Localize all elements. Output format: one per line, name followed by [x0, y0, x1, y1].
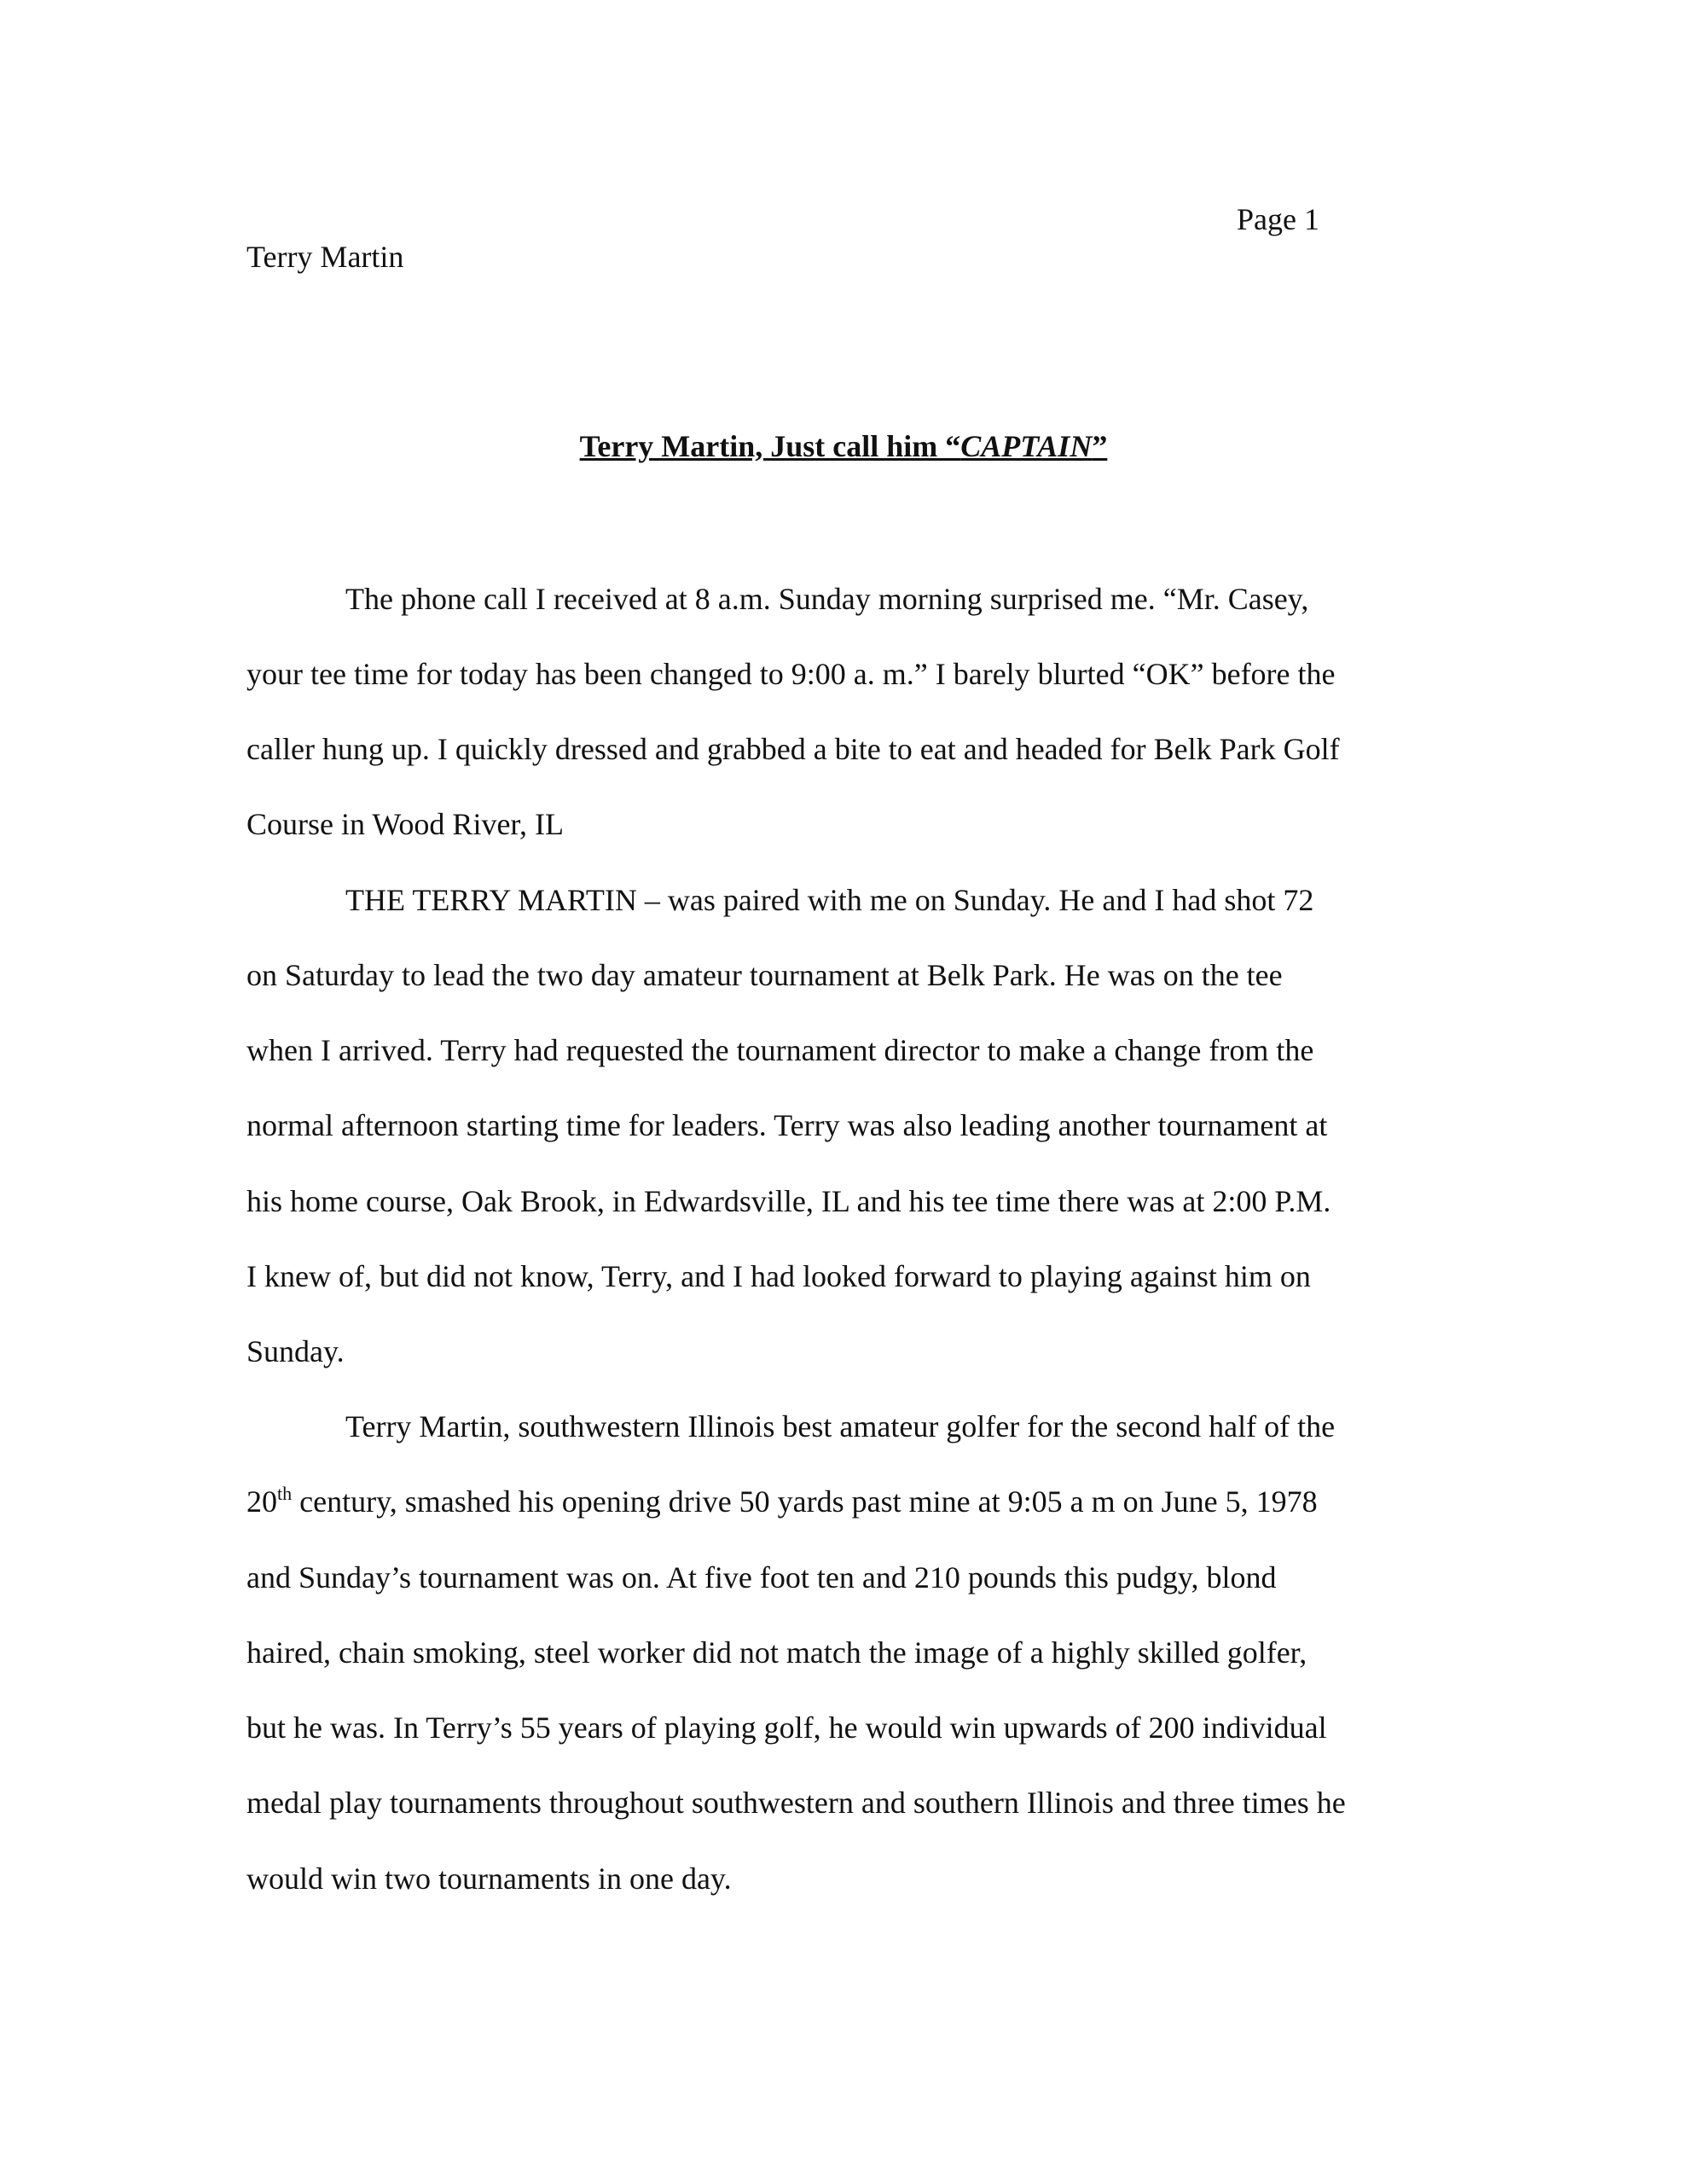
author-name: Terry Martin	[246, 240, 404, 274]
body-line: caller hung up. I quickly dressed and grabbed a bite to eat and headed for Belk Park Golf	[246, 732, 1340, 766]
body-line: medal play tournaments throughout southwestern and southern Illinois and three times he	[246, 1786, 1346, 1820]
document-title	[0, 425, 1687, 468]
body-line-century	[246, 1480, 1318, 1523]
body-line: on Saturday to lead the two day amateur tournament at Belk Park. He was on the tee	[246, 958, 1283, 992]
body-line: when I arrived. Terry had requested the tournament director to make a change from the	[246, 1033, 1314, 1067]
title-close-quote: ”	[1092, 429, 1108, 463]
body-line: your tee time for today has been changed to 9:00 a. m.” I barely blurted “OK” before the	[246, 657, 1336, 691]
title-emphasis: CAPTAIN	[960, 429, 1093, 463]
title-main: Terry Martin, Just call him “	[579, 429, 961, 463]
body-line: I knew of, but did not know, Terry, and I had looked forward to playing against him on	[246, 1259, 1311, 1293]
body-line: would win two tournaments in one day.	[246, 1862, 732, 1896]
century-superscript: th	[277, 1483, 293, 1504]
body-line: normal afternoon starting time for leaders. Terry was also leading another tournament at	[246, 1108, 1328, 1142]
body-line: haired, chain smoking, steel worker did not match the image of a highly skilled golfer,	[246, 1635, 1307, 1670]
body-line: Terry Martin, southwestern Illinois best amateur golfer for the second half of the	[345, 1409, 1336, 1443]
page-number: Page 1	[1237, 202, 1319, 236]
body-line: THE TERRY MARTIN – was paired with me on Sunday. He and I had shot 72	[345, 883, 1314, 917]
body-line: and Sunday’s tournament was on. At five foot ten and 210 pounds this pudgy, blond	[246, 1560, 1277, 1594]
century-number: 20	[246, 1484, 277, 1519]
body-line: his home course, Oak Brook, in Edwardsville, IL and his tee time there was at 2:00 P.M.	[246, 1184, 1331, 1218]
body-line: The phone call I received at 8 a.m. Sunday morning surprised me. “Mr. Casey,	[345, 582, 1309, 616]
century-rest: century, smashed his opening drive 50 yards past mine at 9:05 a m on June 5, 1978	[292, 1484, 1318, 1519]
body-line: Course in Wood River, IL	[246, 807, 564, 841]
body-line: Sunday.	[246, 1334, 345, 1368]
body-line: but he was. In Terry’s 55 years of playing golf, he would win upwards of 200 individual	[246, 1711, 1327, 1745]
